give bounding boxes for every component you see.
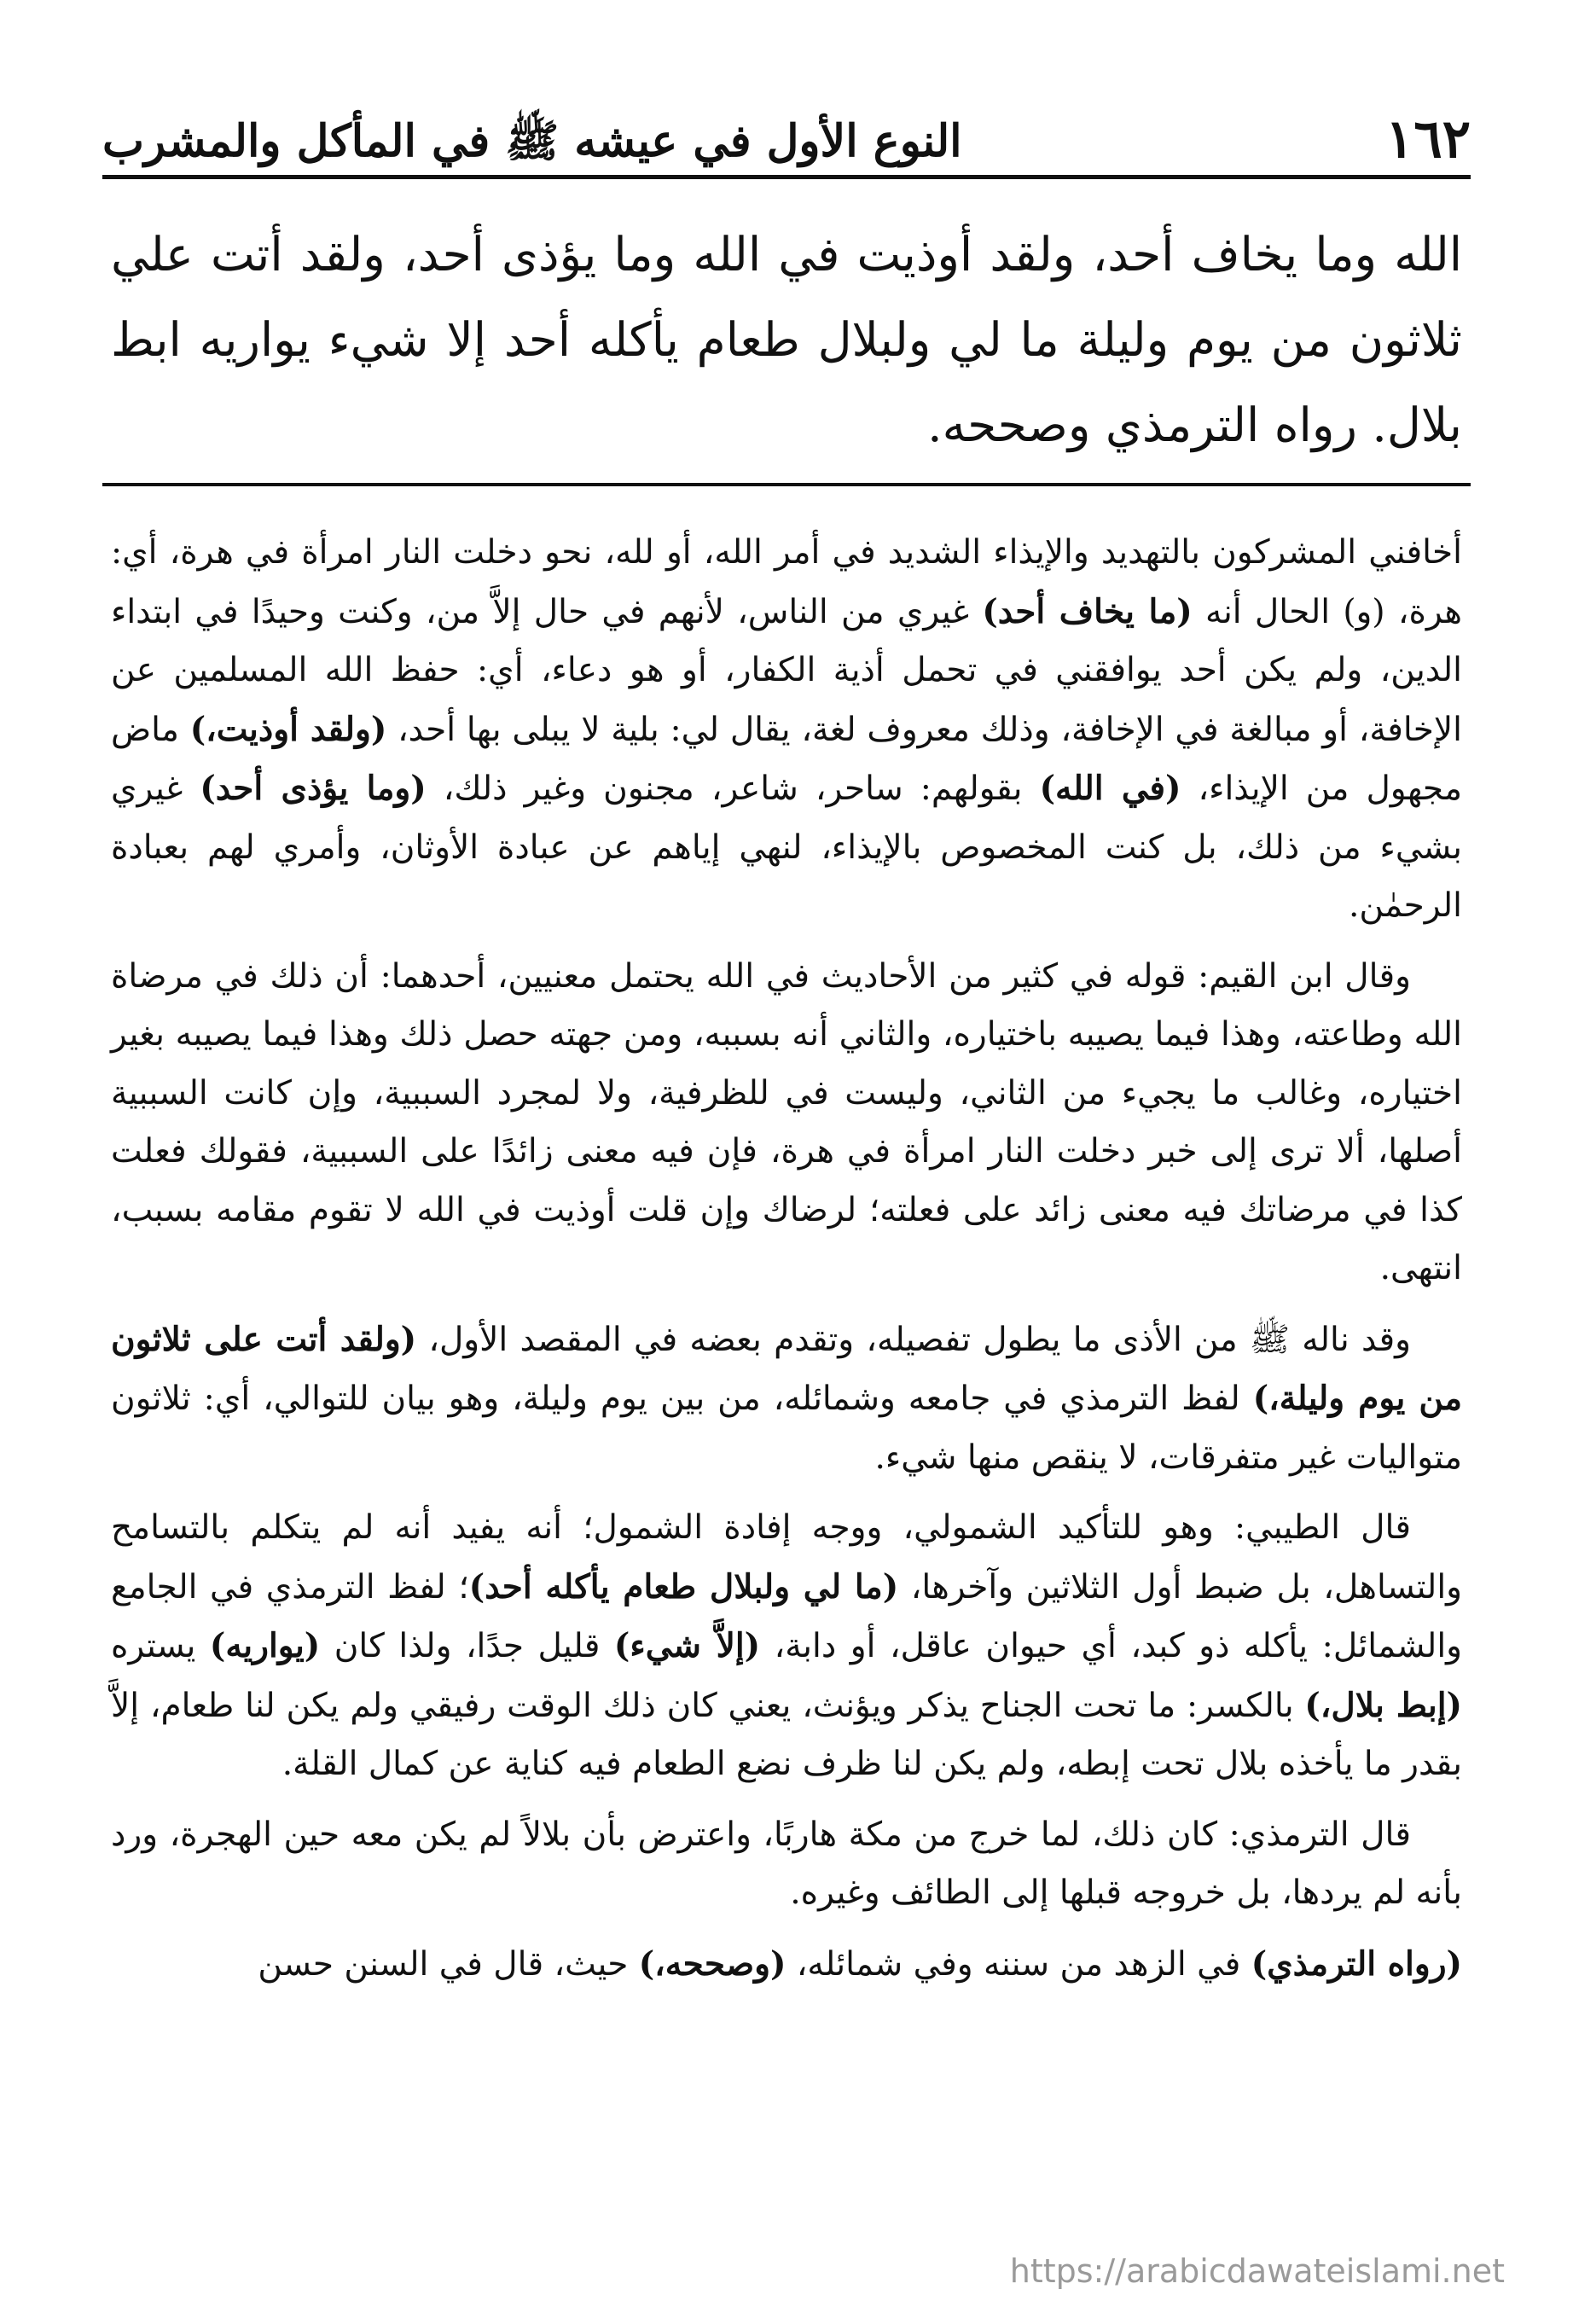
commentary-text: حيث، قال في السنن حسن	[258, 1944, 639, 1984]
commentary-paragraph-1	[111, 524, 1462, 936]
commentary-text: غيري من الناس، لأنهم في حال إلاَّ من، وكنت وحيدًا في ابتداء الدين، ولم يكن أحد يوافقني في تحمل أذية الكفار، أو هو دعاء، أي: حفظ الله المسلمين عن الإخافة، أو مبالغة في الإخافة، وذلك معروف لغة، يقال لي: بلية لا يبلى بها أحد،	[111, 592, 1462, 749]
quoted-phrase: (وصححه،)	[638, 1943, 786, 1984]
commentary-text: في الزهد من سننه وفي شمائله،	[786, 1944, 1251, 1984]
commentary-text: ماض مجهول من الإيذاء،	[111, 710, 1462, 808]
page-number: ١٦٢	[1385, 107, 1471, 170]
running-head: النوع الأول في عيشه ﷺ في المأكل والمشرب	[102, 115, 962, 167]
commentary-text: بالكسر: ما تحت الجناح يذكر ويؤنث، يعني كان ذلك الوقت رفيقي ولم يكن لنا طعام، إلاَّ بقدر ما يأخذه بلال تحت إبطه، ولم يكن لنا ظرف نضع الطعام فيه كناية عن كمال القلة.	[111, 1686, 1462, 1783]
commentary-paragraph-5	[111, 1806, 1462, 1923]
commentary-text: وقال ابن القيم: قوله في كثير من الأحاديث في الله يحتمل معنيين، أحدهما: أن ذلك في مرضاة الله وطاعته، وهذا فيما يصيبه باختياره، والثاني أنه بسببه، ومن جهته حصل ذلك وهذا فيما يصيبه بغير اختياره، وغالب ما يجيء من الثاني، وليست في للظرفية، ولا لمجرد السببية، وإن كانت السببية أصلها، ألا ترى إلى خبر دخلت النار امرأة في هرة، فإن فيه معنى زائدًا على السببية، فقولك فعلت كذا في مرضاتك فيه معنى زائد على فعلته؛ لرضاك وإن قلت أوذيت في الله لا تقوم مقامه بسبب، انتهى.	[111, 956, 1462, 1287]
quoted-phrase: (ولقد أتت على ثلاثون من يوم وليلة،)	[111, 1319, 1463, 1418]
quoted-phrase: (ما يخاف أحد)	[982, 591, 1193, 631]
commentary-text: أخافني المشركون بالتهديد والإيذاء الشديد في أمر الله، أو لله، نحو دخلت النار امرأة في هرة، أي: هرة، (و) الحال أنه	[111, 533, 1463, 631]
commentary	[111, 524, 1462, 2006]
quoted-phrase: (إبط بلال،)	[1304, 1685, 1462, 1725]
quoted-phrase: (ما لي ولبلال طعام يأكله أحد)	[468, 1566, 899, 1606]
commentary-text: غيري بشيء من ذلك، بل كنت المخصوص بالإيذاء، لنهي إياهم عن عبادة الأوثان، وأمري لهم بعبادة الرحمٰن.	[111, 770, 1462, 925]
commentary-text: لفظ الترمذي في جامعه وشمائله، من بين يوم وليلة، وهو بيان للتوالي، أي: ثلاثون متواليات غير متفرقات، لا ينقص منها شيء.	[111, 1380, 1462, 1477]
commentary-paragraph-3	[111, 1310, 1462, 1488]
commentary-text: يستره	[111, 1627, 210, 1665]
commentary-text: وقد ناله ﷺ من الأذى ما يطول تفصيله، وتقدم بعضه في المقصد الأول،	[416, 1320, 1411, 1359]
quoted-phrase: (في الله)	[1039, 769, 1181, 808]
separator-rule	[102, 483, 1471, 486]
commentary-text: بقولهم: ساحر، شاعر، مجنون وغير ذلك،	[426, 770, 1040, 808]
hadith-text: الله وما يخاف أحد، ولقد أوذيت في الله وما يؤذى أحد، ولقد أتت علي ثلاثون من يوم وليلة ما لي ولبلال طعام يأكله أحد إلا شيء يواريه ابط بلال. رواه الترمذي وصححه.	[111, 227, 1462, 452]
commentary-text: ؛ لفظ الترمذي في الجامع والشمائل: يأكله ذو كبد، أي حيوان عاقل، أو دابة،	[111, 1567, 1462, 1665]
header-rule	[102, 175, 1471, 179]
commentary-paragraph-4	[111, 1499, 1462, 1794]
quoted-phrase: (إلاَّ شيء)	[613, 1626, 761, 1665]
quoted-phrase: (رواه الترمذي)	[1251, 1943, 1462, 1984]
quoted-phrase: (ولقد أوذيت،)	[189, 709, 387, 749]
commentary-text: قال الطيبي: وهو للتأكيد الشمولي، ووجه إفادة الشمول؛ أنه يفيد أنه لم يتكلم بالتسامح والتساهل، بل ضبط أول الثلاثين وآخرها،	[111, 1508, 1462, 1606]
quoted-phrase: (يواريه)	[209, 1626, 321, 1665]
commentary-paragraph-2	[111, 948, 1462, 1299]
page-header	[102, 94, 1471, 172]
commentary-paragraph-6	[111, 1935, 1462, 1995]
watermark-url: https://arabicdawateislami.net	[1009, 2252, 1505, 2290]
commentary-text: قليل جدًا، ولذا كان	[320, 1627, 614, 1665]
commentary-text: قال الترمذي: كان ذلك، لما خرج من مكة هاربًا، واعترض بأن بلالاً لم يكن معه حين الهجرة، ورد بأنه لم يردها، بل خروجه قبلها إلى الطائف وغيره.	[111, 1815, 1462, 1912]
quoted-phrase: (وما يؤذى أحد)	[200, 769, 427, 808]
